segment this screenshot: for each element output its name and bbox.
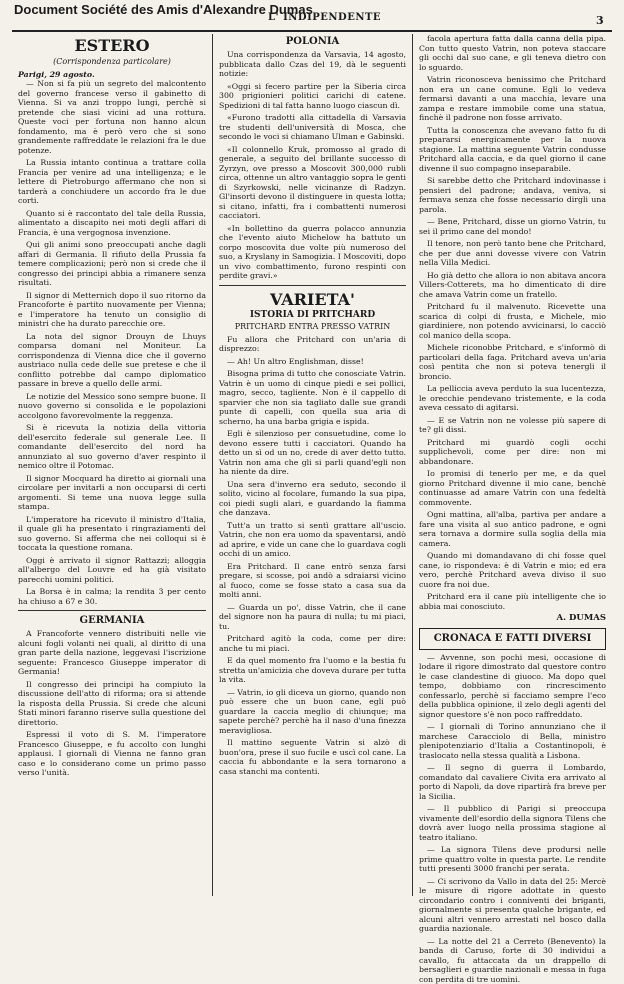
story-paragraph: Fu allora che Pritchard con un'aria di disprezzo: xyxy=(219,335,406,354)
section-title-estero: ESTERO xyxy=(18,36,206,55)
story-paragraph: Vatrin riconosceva benissimo che Pritchard non era un cane comune. Egli lo vedeva fermarsi davanti a una macchia, levare una zampa e restare immobile come una statua, finchè il padrone non fosse arrivato. xyxy=(419,75,606,123)
story-paragraph: Tutta la conoscenza che avevano fatto fu di prepararsi energicamente per la nuova stagione. La mattina seguente Vatrin condusse Pritchard alla caccia, e da quel giorno il cane divenne il suo compagno inseparabile. xyxy=(419,126,606,174)
story-chapter: PRITCHARD ENTRA PRESSO VATRIN xyxy=(219,322,406,332)
article-paragraph: Espressi il voto di S. M. l'imperatore Francesco Giuseppe, e fu accolto con lunghi applausi. I giornali di Vienna ne fanno gran caso e lo considerano come un primo passo verso l'unità. xyxy=(18,730,206,778)
article-paragraph: «Il colonnello Kruk, promosso al grado di generale, a seguito del brillante successo di Zyrzyn, ove presso a Moscovit 300,000 rubli circa, ottenne un altro vantaggio sopra le genti di Szyrkowski, nelle vicinanze di Radzyn. Gl'insorti devono il distinguere in questa lotta; si citano, infatti, fra i combattenti numerosi cacciatori. xyxy=(219,145,406,221)
story-paragraph: Quando mi domandavano di chi fosse quel cane, io rispondeva: è di Vatrin e mio; ed era vero, perchè Pritchard aveva diviso il suo cuore fra noi due. xyxy=(419,551,606,589)
story-paragraph: Era Pritchard. Il cane entrò senza farsi pregare, si scosse, poi andò a sdraiarsi vicino al fuoco, come se fosse stato a casa sua da molti anni. xyxy=(219,562,406,600)
story-paragraph: — E se Vatrin non ne volesse più sapere di te? gli dissi. xyxy=(419,416,606,435)
article-paragraph: Le notizie del Messico sono sempre buone. Il nuovo governo si consolida e le popolazioni accolgono favorevolmente la reggenza. xyxy=(18,392,206,421)
story-paragraph: Pritchard fu il malvenuto. Ricevette una scarica di colpi di frusta, e Michele, mio giardiniere, non potendo avvicinarsi, lo cacciò col manico della scopa. xyxy=(419,302,606,340)
section-title-cronaca: CRONACA E FATTI DIVERSI xyxy=(422,633,603,645)
article-paragraph: Oggi è arrivato il signor Rattazzi; alloggia all'albergo del Louvre ed ha già visitato parecchi uomini politici. xyxy=(18,556,206,585)
section-subtitle: (Corrispondenza particolare) xyxy=(18,57,206,67)
document-title: Document Société des Amis d'Alexandre Dumas xyxy=(14,2,313,17)
column-2 xyxy=(212,34,412,896)
article-paragraph: «Furono tradotti alla cittadella di Varsavia tre studenti dell'università di Mosca, che secondo le voci si chiamano Ulman e Gabinski. xyxy=(219,113,406,142)
article-paragraph: La Russia intanto continua a trattare colla Francia per venire ad una intelligenza; e le lettere di Pietroburgo affermano che non si tarderà a conchiudere un accordo fra le due corti. xyxy=(18,158,206,206)
chronicle-heading-box xyxy=(419,628,606,650)
page-number: 3 xyxy=(596,14,604,27)
story-paragraph: — Ah! Un altro Englishman, disse! xyxy=(219,357,406,367)
section-title-germania: GERMANIA xyxy=(18,615,206,627)
chronicle-paragraph: — Il segno di guerra il Lombardo, comandato dal cavaliere Civita era arrivato al porto di Napoli, da dove ripartirà fra breve per la Sicilia. xyxy=(419,763,606,801)
story-paragraph: Il mattino seguente Vatrin si alzò di buon'ora, prese il suo fucile e uscì col cane. La caccia fu abbondante e la sera tornarono a casa stanchi ma contenti. xyxy=(219,738,406,776)
chronicle-paragraph: — Il pubblico di Parigi si preoccupa vivamente dell'esordio della signora Tilens che dovrà aver luogo nella prossima stagione al teatro italiano. xyxy=(419,804,606,842)
column-3 xyxy=(412,34,612,896)
article-paragraph: A Francoforte vennero distribuiti nelle vie alcuni fogli volanti nei quali, al diritto di una gran parte della nazione, leggevasi l'iscrizione seguente: Francesco Giuseppe imperator di Germania! xyxy=(18,629,206,677)
article-paragraph: Il congresso dei principi ha compiuto la discussione dell'atto di riforma; ora si attende la risposta della Prussia. Si crede che alcuni Stati minori faranno riserve sulla questione del direttorio. xyxy=(18,680,206,728)
chronicle-paragraph: — La signora Tilens deve prodursi nelle prime quattro volte in questa parte. Le rendite tutti presenti 3000 franchi per serata. xyxy=(419,845,606,874)
story-paragraph: Tutt'a un tratto si sentì grattare all'uscio. Vatrin, che non era uomo da spaventarsi, andò ad aprire, e vide un cane che lo guardava cogli occhi di un amico. xyxy=(219,521,406,559)
article-paragraph: La Borsa è in calma; la rendita 3 per cento ha chiuso a 67 e 30. xyxy=(18,587,206,606)
newspaper-masthead: L' INDIPENDENTE xyxy=(268,12,381,23)
chronicle-paragraph: — Avvenne, son pochi mesi, occasione di lodare il rigore dimostrato dal questore contro le case clandestine di giuoco. Ma dopo quel tempo, dobbiamo con rincrescimento confessarlo, perchè si facciamo sempre l'eco della pubblica opinione, il zelo degli agenti del signor questore s'è non poco raffreddato. xyxy=(419,653,606,720)
chronicle-paragraph: — La notte del 21 a Cerreto (Benevento) la banda di Caruso, forte di 30 individui a cavallo, fu attaccata da un drappello di bersaglieri e guardie nazionali e messa in fuga con perdita di tre uomini. xyxy=(419,937,606,984)
article-paragraph: Qui gli animi sono preoccupati anche dagli affari di Germania. Il rifiuto della Prussia fa temere complicazioni; però non si crede che il congresso dei principi abbia a rimanere senza risultati. xyxy=(18,240,206,288)
story-paragraph: Pritchard agitò la coda, come per dire: anche tu mi piaci. xyxy=(219,634,406,653)
section-rule xyxy=(18,610,206,611)
article-paragraph: — Non si fa più un segreto del malcontento del governo francese verso il gabinetto di Vienna. Si va anzi troppo lungi, perchè si pretende che siasi vicini ad una rottura. Queste voci per fortuna non hanno alcun fondamento, ma è però vero che si sono grandemente raffreddate le relazioni fra le due potenze. xyxy=(18,79,206,155)
article-paragraph: L'imperatore ha ricevuto il ministro d'Italia, il quale gli ha presentato i ringraziamenti del suo governo. Si afferma che nei colloqui si è toccata la questione romana. xyxy=(18,515,206,553)
story-paragraph: Il tenore, non però tanto bene che Pritchard, che per due anni dovesse vivere con Vatrin nella Villa Medici. xyxy=(419,239,606,268)
article-paragraph: «In bollettino da guerra polacco annunzia che l'evento aiuto Michelow ha battuto un corpo moscovita due volte più numeroso del suo, a Kryslany in Samogizia. I Moscoviti, dopo un vivo combattimento, furono respinti con perdite gravi.» xyxy=(219,224,406,281)
story-paragraph: Egli è silenzioso per consuetudine, come lo devono essere tutti i cacciatori. Quando ha detto un sì od un no, crede di aver detto tutto. Vatrin non ama che gli si parli quand'egli non ha niente da dire. xyxy=(219,429,406,477)
article-paragraph: Il signor di Metternich dopo il suo ritorno da Francoforte è partito nuovamente per Vienna; e l'imperatore ha tenuto un consiglio di ministri che ha durato parecchie ore. xyxy=(18,291,206,329)
story-paragraph: E da quel momento fra l'uomo e la bestia fu stretta un'amicizia che doveva durare per tutta la vita. xyxy=(219,656,406,685)
dateline: Parigi, 29 agosto. xyxy=(18,70,206,80)
story-paragraph: Io promisi di tenerlo per me, e da quel giorno Pritchard divenne il mio cane, benchè continuasse ad amare Vatrin con una fedeltà commovente. xyxy=(419,469,606,507)
article-paragraph: La nota del signor Drouyn de Lhuys comparsa domani nel Moniteur. La corrispondenza di Vienna dice che il governo austriaco nulla cede delle sue pretese e che il conflitto potrebbe dal campo diplomatico passare in breve a quello delle armi. xyxy=(18,332,206,389)
article-paragraph: «Oggi si fecero partire per la Siberia circa 300 prigionieri politici carichi di catene. Spedizioni di tal fatta hanno luogo ciascun dì. xyxy=(219,82,406,111)
section-title-polonia: POLONIA xyxy=(219,36,406,48)
story-paragraph: Pritchard era il cane più intelligente che io abbia mai conosciuto. xyxy=(419,592,606,611)
story-paragraph: Una sera d'inverno era seduto, secondo il solito, vicino al focolare, fumando la sua pipa, coi piedi sugli alari, e guardando la fiamma che danzava. xyxy=(219,480,406,518)
story-paragraph: Bisogna prima di tutto che conosciate Vatrin. Vatrin è un uomo di cinque piedi e sei pollici, magro, secco, tagliente. Non è il cappello di sparvier che non sia tagliato dalle sue grandi punte di capelli, con quella sua aria di scherno, ha una barba grigia e ispida. xyxy=(219,369,406,426)
story-paragraph: Ho già detto che allora io non abitava ancora Villers-Cotterets, ma ho dimenticato di dire che amava Vatrin come un fratello. xyxy=(419,271,606,300)
section-rule xyxy=(219,285,406,286)
story-paragraph: Michele riconobbe Pritchard, e s'informò di particolari della faga. Pritchard aveva un'aria così pentita che non si poteva tenergli il broncio. xyxy=(419,343,606,381)
story-title: ISTORIA DI PRITCHARD xyxy=(219,311,406,321)
story-paragraph: La pelliccia aveva perduto la sua lucentezza, le orecchie pendevano tristemente, e la coda aveva cessato di agitarsi. xyxy=(419,384,606,413)
newspaper-columns xyxy=(12,34,612,896)
story-paragraph: — Bene, Pritchard, disse un giorno Vatrin, tu sei il primo cane del mondo! xyxy=(419,217,606,236)
chronicle-paragraph: — I giornali di Torino annunziano che il marchese Caracciolo di Bella, ministro plenipotenziario d'Italia a Costantinopoli, è traslocato nella stessa qualità a Lisbona. xyxy=(419,722,606,760)
story-paragraph: Pritchard mi guardò cogli occhi supplichevoli, come per dire: non mi abbandonare. xyxy=(419,438,606,467)
article-paragraph: Si è ricevuta la notizia della vittoria dell'esercito federale sul generale Lee. Il comandante dell'esercito del nord ha annunziato al suo governo d'aver respinto il nemico oltre il Potomac. xyxy=(18,423,206,471)
story-paragraph: Si sarebbe detto che Pritchard indovinasse i pensieri del padrone; andava, veniva, si fermava senza che fosse necessario dirgli una parola. xyxy=(419,176,606,214)
article-paragraph: Una corrispondenza da Varsavia, 14 agosto, pubblicata dallo Czas del 19, dà le seguenti notizie: xyxy=(219,50,406,79)
page-header xyxy=(0,0,624,24)
chronicle-paragraph: — Ci scrivono da Vallo in data del 25: Mercè le misure di rigore adottate in questo circondario contro i conniventi dei briganti, giornalmente si presenta qualche brigante, ed alcuni altri vennero arrestati nel bosco dalla guardia nazionale. xyxy=(419,877,606,934)
article-paragraph: Il signor Mocquard ha diretto ai giornali una circolare per invitarli a non occuparsi di certi argomenti. Si teme una nuova legge sulla stampa. xyxy=(18,474,206,512)
story-paragraph: — Guarda un po', disse Vatrin, che il cane del signore non ha paura di nulla; tu mi piaci, tu. xyxy=(219,603,406,632)
article-paragraph: Quanto si è raccontato del tale della Russia, alimentato a discapito nei moti degli affari di Francia, è una vergognosa invenzione. xyxy=(18,209,206,238)
author-signature: A. DUMAS xyxy=(419,614,606,624)
story-paragraph: facola apertura fatta dalla canna della pipa. Con tutto questo Vatrin, non poteva staccare gli occhi dal suo cane, e gli teneva dietro con lo sguardo. xyxy=(419,34,606,72)
column-1 xyxy=(12,34,212,896)
story-paragraph: Ogni mattina, all'alba, partiva per andare a fare una visita al suo antico padrone, e ogni sera tornava a dormire sulla soglia della mia camera. xyxy=(419,510,606,548)
story-paragraph: — Vatrin, io gli diceva un giorno, quando non può essere che un buon cane, egli può guardare la caccia meglio di chiunque; ma sapete perchè? perchè ha il naso d'una finezza meravigliosa. xyxy=(219,688,406,736)
section-title-varieta: VARIETA' xyxy=(219,290,406,309)
header-rule xyxy=(12,30,612,32)
